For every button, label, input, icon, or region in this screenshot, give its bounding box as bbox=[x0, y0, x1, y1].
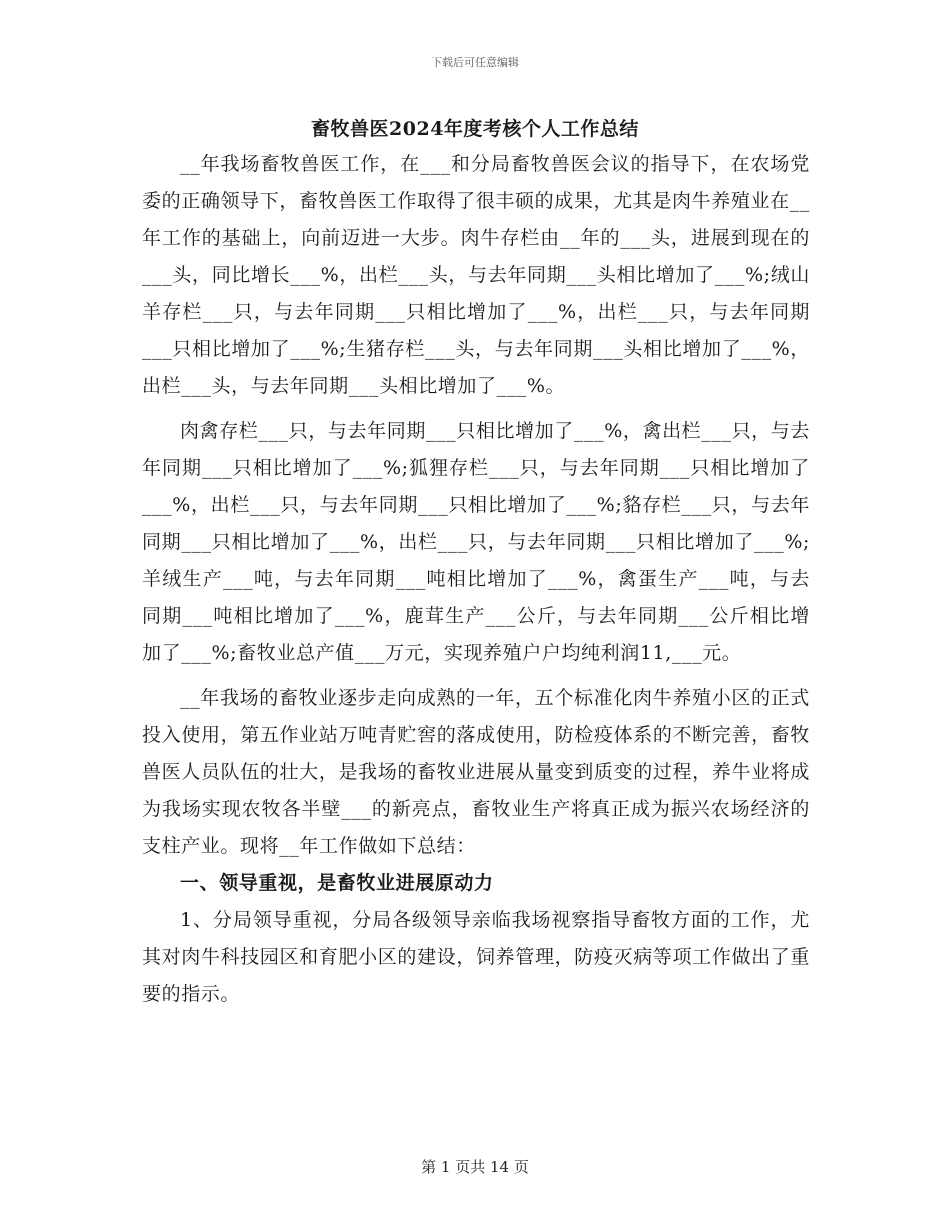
section-heading: 一、领导重视，是畜牧业进展原动力 bbox=[180, 872, 494, 894]
paragraph-year-overview: __年我场的畜牧业逐步走向成熟的一年，五个标准化肉牛养殖小区的正式投入使用，第五作业站万吨青贮窖的落成使用，防检疫体系的不断完善，畜牧兽医人员队伍的壮大，是我场的畜牧业进展从量变到质变的过程，养牛业将成为我场实现农牧各半壁___的新亮点，畜牧业生产将真正成为振兴农场经济的支柱产业。现将__年工作做如下总结： bbox=[142, 687, 810, 857]
paragraph-livestock-cattle: __年我场畜牧兽医工作，在___和分局畜牧兽医会议的指导下，在农场党委的正确领导下，畜牧兽医工作取得了很丰硕的成果，尤其是肉牛养殖业在__年工作的基础上，向前迈进一大步。肉牛存栏由__年的___头，进展到现在的___头，同比增长___%，出栏___头，与去年同期___头相比增加了___%;绒山羊存栏___只，与去年同期___只相比增加了___%，出栏___只，与去年同期___只相比增加了___%;生猪存栏___头，与去年同期___头相比增加了___%，出栏___头，与去年同期___头相比增加了___%。 bbox=[142, 153, 810, 397]
paragraph-leadership: 1、分局领导重视，分局各级领导亲临我场视察指导畜牧方面的工作，尤其对肉牛科技园区和育肥小区的建设，饲养管理，防疫灭病等项工作做出了重要的指示。 bbox=[142, 909, 810, 1005]
document-body bbox=[142, 146, 810, 1021]
document-title: 畜牧兽医2024年度考核个人工作总结 bbox=[311, 118, 639, 140]
header-note: 下载后可任意编辑 bbox=[431, 56, 519, 69]
paragraph-livestock-poultry: 肉禽存栏___只，与去年同期___只相比增加了___%，禽出栏___只，与去年同期___只相比增加了___%;狐狸存栏___只，与去年同期___只相比增加了___%，出栏___只，与去年同期___只相比增加了___%;貉存栏___只，与去年同期___只相比增加了___%，出栏___只，与去年同期___只相比增加了___%;羊绒生产___吨，与去年同期___吨相比增加了___%，禽蛋生产___吨，与去同期___吨相比增加了___%，鹿茸生产___公斤，与去年同期___公斤相比增加了___%;畜牧业总产值___万元，实现养殖户户均纯利润11,___元。 bbox=[142, 420, 810, 664]
page-footer: 第 1 页共 14 页 bbox=[421, 1158, 529, 1176]
